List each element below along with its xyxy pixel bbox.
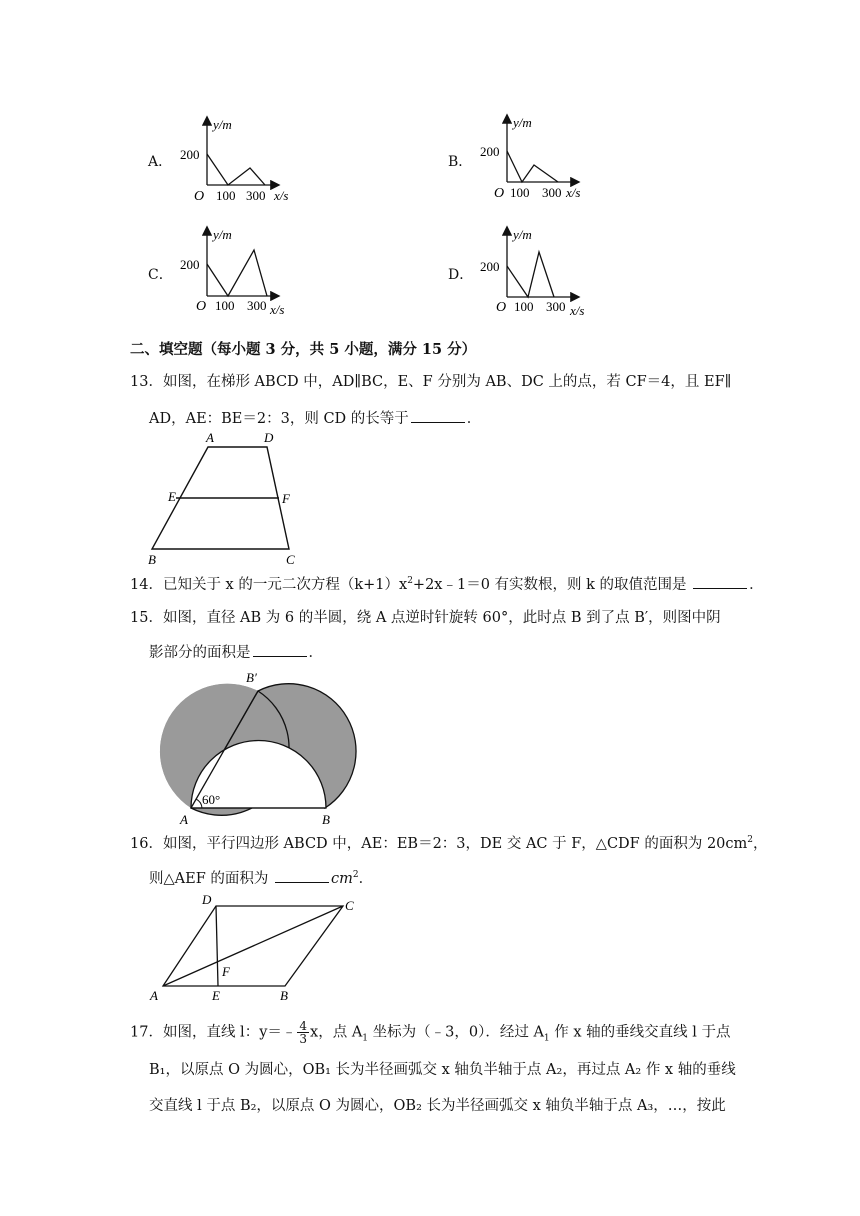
- q16-period: ．: [358, 871, 374, 887]
- q17-line2: B₁，以原点 O 为圆心，OB₁ 长为半径画弧交 x 轴负半轴于点 A₂，再过点 A₂ 作 x 轴的垂线: [149, 1062, 736, 1078]
- q15-line2-text: 影部分的面积是: [149, 645, 251, 661]
- label-f: F: [222, 964, 230, 979]
- y-tick: 200: [480, 259, 500, 274]
- origin: O: [494, 186, 505, 201]
- q15-period: ．: [308, 645, 323, 661]
- q17-line3: 交直线 l 于点 B₂，以原点 O 为圆心，OB₂ 长为半径画弧交 x 轴负半轴于点 A₃，…，按此: [149, 1098, 726, 1114]
- label-a: A: [206, 430, 214, 445]
- q16-sup2: 2: [352, 870, 359, 881]
- label-b: B: [148, 552, 156, 567]
- q16-line1-text: 16．如图，平行四边形 ABCD 中，AE：EB＝2：3，DE 交 AC 于 F，△CDF 的面积为 20cm: [130, 836, 748, 852]
- option-c-label[interactable]: C．: [148, 267, 173, 283]
- option-a-label[interactable]: A．: [148, 154, 173, 170]
- label-b: B: [280, 988, 288, 1003]
- label-a: A: [150, 988, 158, 1003]
- option-b-label[interactable]: B．: [448, 154, 473, 170]
- origin: O: [496, 300, 507, 315]
- y-axis-label: y/m: [513, 115, 532, 130]
- q17-frac-num: 4: [299, 1019, 308, 1033]
- label-e: E: [168, 489, 176, 504]
- q16-comma: ，: [753, 836, 768, 852]
- q13-line2: [149, 408, 481, 429]
- q17-text-d: 作 x 轴的垂线交直线 l 于点: [549, 1024, 731, 1041]
- q17-sub1: 1: [362, 1033, 369, 1044]
- label-e: E: [212, 988, 220, 1003]
- x-tick-1: 100: [216, 188, 236, 203]
- q16-line1: [130, 834, 768, 854]
- q16-answer-blank: [275, 868, 329, 883]
- y-axis-label: y/m: [213, 227, 232, 242]
- x-axis-label: x/s: [270, 302, 285, 317]
- graph-option-c: [170, 222, 310, 318]
- x-tick-2: 300: [247, 298, 267, 313]
- x-tick-2: 300: [246, 188, 266, 203]
- q13-trapezoid-figure: [140, 428, 310, 568]
- q16-line2: [149, 868, 373, 889]
- label-f: F: [282, 491, 290, 506]
- q14-period: ．: [749, 577, 764, 593]
- x-tick-1: 100: [510, 185, 530, 200]
- q17-line1: [130, 1020, 731, 1045]
- q16-parallelogram-figure: [140, 892, 380, 1004]
- q13-answer-blank: [411, 408, 465, 423]
- origin: O: [194, 189, 205, 204]
- q15-semicircle-figure: [140, 660, 360, 830]
- origin: O: [196, 299, 207, 314]
- q15-answer-blank: [253, 642, 307, 657]
- y-tick: 200: [180, 147, 200, 162]
- x-axis-label: x/s: [566, 185, 581, 200]
- q14-answer-blank: [693, 574, 747, 589]
- label-b-prime: B′: [246, 670, 257, 685]
- y-axis-label: y/m: [213, 117, 232, 132]
- y-tick: 200: [480, 144, 500, 159]
- q14-sup: 2: [407, 576, 413, 587]
- q14-line: [130, 574, 764, 595]
- label-60-degree: 60°: [202, 792, 221, 807]
- x-axis-label: x/s: [274, 188, 289, 203]
- x-axis-label: x/s: [570, 303, 585, 318]
- q13-line2-text: AD，AE：BE＝2：3，则 CD 的长等于: [149, 411, 409, 427]
- label-c: C: [286, 552, 295, 567]
- q16-unit: cm: [331, 871, 353, 887]
- x-tick-1: 100: [215, 298, 235, 313]
- label-c: C: [345, 898, 354, 913]
- graph-option-d: [470, 222, 610, 318]
- label-a: A: [180, 812, 188, 827]
- q13-period: ．: [466, 411, 482, 427]
- label-d: D: [202, 892, 212, 907]
- q16-line2-text: 则△AEF 的面积为: [149, 871, 269, 887]
- graph-option-a: [170, 112, 310, 208]
- x-tick-2: 300: [542, 185, 562, 200]
- q16-sup1: 2: [747, 835, 754, 846]
- x-tick-2: 300: [546, 299, 566, 314]
- q15-line1: 15．如图，直径 AB 为 6 的半圆，绕 A 点逆时针旋转 60°，此时点 B 到了点 B′，则图中阴: [130, 610, 721, 626]
- q14-text-b: +2x﹣1＝0 有实数根，则 k 的取值范围是: [412, 577, 687, 593]
- x-tick-1: 100: [514, 299, 534, 314]
- label-b: B: [322, 812, 330, 827]
- y-tick: 200: [180, 257, 200, 272]
- label-d: D: [264, 430, 274, 445]
- q17-fraction: [297, 1020, 309, 1045]
- section-title: 二、填空题（每小题 3 分，共 5 小题，满分 15 分）: [130, 341, 477, 358]
- q17-text-c: 坐标为（﹣3，0）．经过 A: [368, 1024, 544, 1041]
- q14-text-a: 14．已知关于 x 的一元二次方程（k+1）x: [130, 577, 408, 593]
- graph-option-b: [470, 112, 610, 208]
- option-d-label[interactable]: D．: [448, 267, 474, 283]
- q17-text-a: 17．如图，直线 l：y＝﹣: [130, 1024, 297, 1041]
- y-axis-label: y/m: [513, 227, 532, 242]
- q17-frac-den: 3: [299, 1032, 308, 1046]
- q17-sub2: 1: [543, 1033, 550, 1044]
- q17-text-b: x，点 A: [310, 1024, 363, 1041]
- q13-line1: 13．如图，在梯形 ABCD 中，AD∥BC，E、F 分别为 AB、DC 上的点，若 CF＝4，且 EF∥: [130, 374, 732, 390]
